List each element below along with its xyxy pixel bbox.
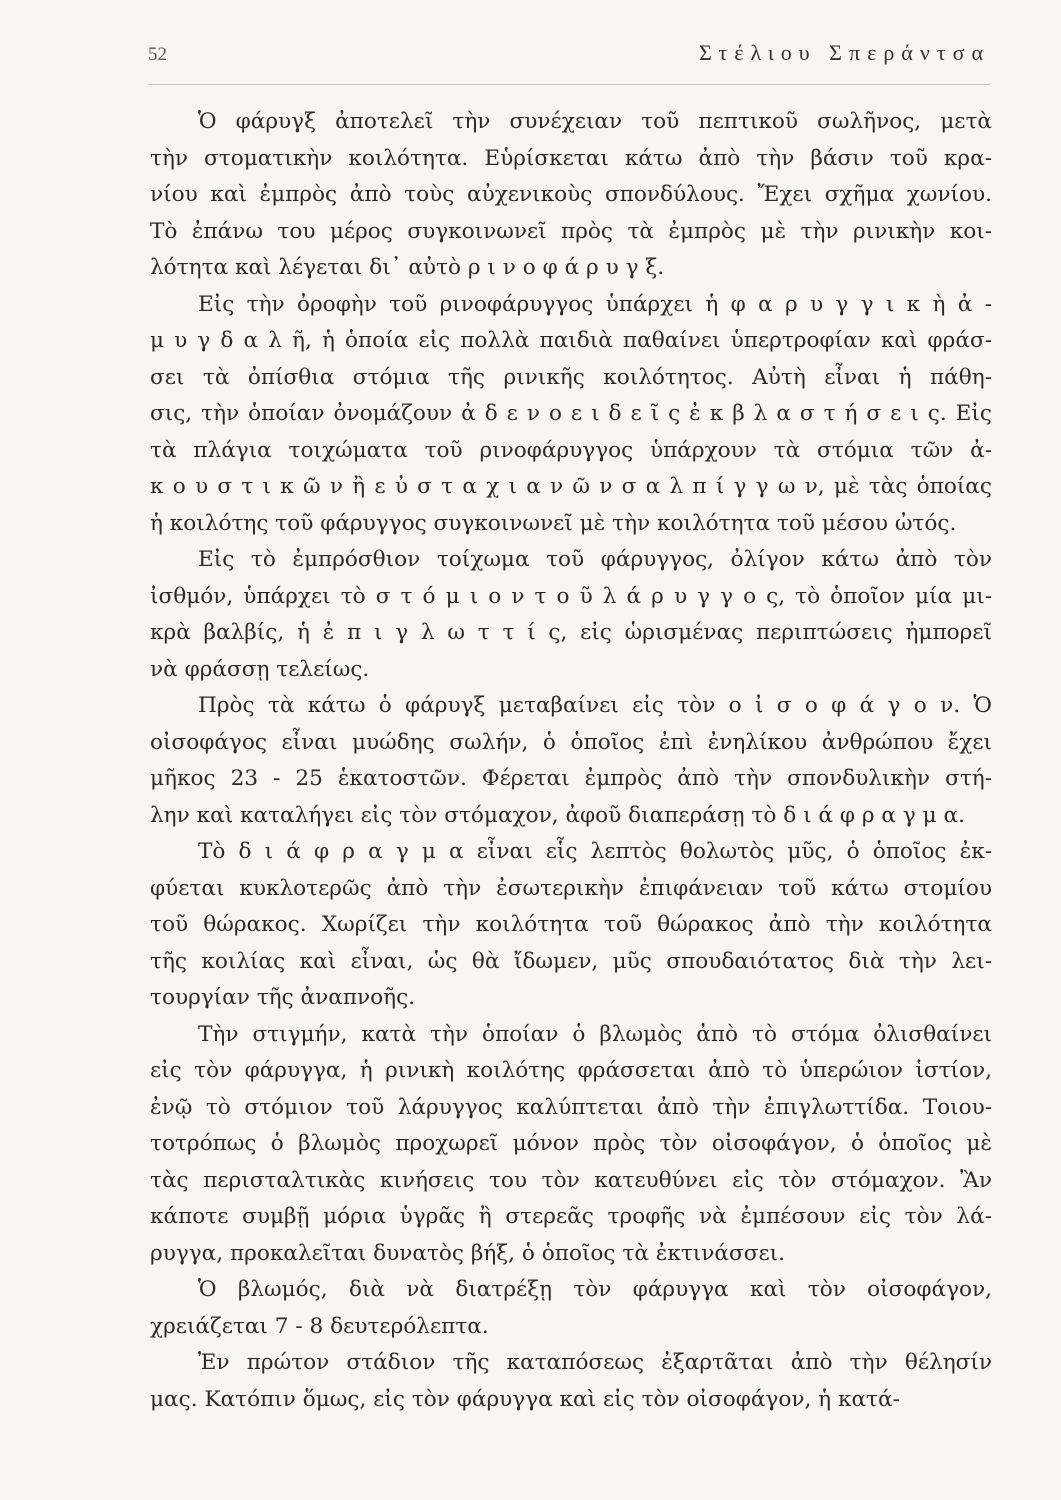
text-line: οἰσοφάγος εἶναι μυώδης σωλήν, ὁ ὁποῖος ἐπὶ ἐνηλίκου ἀνθρώπου ἔχει xyxy=(150,729,992,755)
page-header xyxy=(148,40,990,74)
text-line: Ὁ βλωμός, διὰ νὰ διατρέξῃ τὸν φάρυγγα καὶ τὸν οἰσοφάγον, xyxy=(198,1277,992,1302)
text-line: μῆκος 23 - 25 ἑκατοστῶν. Φέρεται ἐμπρὸς ἀπὸ τὴν σπονδυλικὴν στή- xyxy=(150,766,992,791)
text-line: νὰ φράσσῃ τελείως. xyxy=(150,656,370,682)
text-line: Τὴν στιγμήν, κατὰ τὴν ὁποίαν ὁ βλωμὸς ἀπὸ τὸ στόμα ὀλισθαίνει xyxy=(198,1021,992,1047)
text-line: νίου καὶ ἐμπρὸς ἀπὸ τοὺς αὐχενικοὺς σπονδύλους. Ἔχει σχῆμα χωνίου. xyxy=(150,182,992,207)
text-line: Ὁ φάρυγξ ἀποτελεῖ τὴν συνέχειαν τοῦ πεπτικοῦ σωλῆνος, μετὰ xyxy=(198,109,992,134)
text-line: μ υ γ δ α λ ῆ, ἡ ὁποία εἰς πολλὰ παιδιὰ παθαίνει ὑπερτροφίαν καὶ φράσ- xyxy=(150,328,992,353)
paragraph xyxy=(150,542,992,688)
text-line: τὰ πλάγια τοιχώματα τοῦ ρινοφάρυγγος ὑπάρχουν τὰ στόμια τῶν ἀ- xyxy=(150,437,992,463)
header-rule xyxy=(148,84,990,85)
text-line: κ ο υ σ τ ι κ ῶ ν ἢ ε ὐ σ τ α χ ι α ν ῶ ν σ α λ π ί γ γ ω ν, μὲ τὰς ὁποίας xyxy=(150,474,992,499)
text-line: σις, τὴν ὁποίαν ὀνομάζουν ἀ δ ε ν ο ε ι δ ε ῖ ς ἐ κ β λ α σ τ ή σ ε ι ς. Εἰς xyxy=(150,401,992,426)
text-line: ἐνῷ τὸ στόμιον τοῦ λάρυγγος καλύπτεται ἀπὸ τὴν ἐπιγλωττίδα. Τοιου- xyxy=(150,1094,992,1120)
text-line: κάποτε συμβῇ μόρια ὑγρᾶς ἢ στερεᾶς τροφῆς νὰ ἐμπέσουν εἰς τὸν λά- xyxy=(150,1204,992,1229)
paragraph xyxy=(150,834,992,1017)
paragraph xyxy=(150,1017,992,1273)
text-line: Τὸ ἐπάνω του μέρος συγκοινωνεῖ πρὸς τὰ ἐμπρὸς μὲ τὴν ρινικὴν κοι- xyxy=(150,218,992,244)
text-line: τῆς κοιλίας καὶ εἶναι, ὡς θὰ ἴδωμεν, μῦς σπουδαιότατος διὰ τὴν λει- xyxy=(150,948,992,974)
text-line: τουργίαν τῆς ἀναπνοῆς. xyxy=(150,985,416,1010)
paragraph xyxy=(150,1272,992,1345)
text-line: φύεται κυκλοτερῶς ἀπὸ τὴν ἐσωτερικὴν ἐπιφάνειαν τοῦ κάτω στομίου xyxy=(150,875,992,901)
text-line: κρὰ βαλβίς, ἡ ἐ π ι γ λ ω τ τ ί ς, εἰς ὡρισμένας περιπτώσεις ἠμπορεῖ xyxy=(150,620,992,645)
text-line: τοτρόπως ὁ βλωμὸς προχωρεῖ μόνον πρὸς τὸν οἰσοφάγον, ὁ ὁποῖος μὲ xyxy=(150,1131,992,1156)
text-line: τὰς περισταλτικὰς κινήσεις του τὸν κατευθύνει εἰς τὸν στόμαχον. Ἂν xyxy=(150,1167,992,1193)
text-line: Εἰς τὸ ἐμπρόσθιον τοίχωμα τοῦ φάρυγγος, ὀλίγον κάτω ἀπὸ τὸν xyxy=(198,547,992,572)
text-line: τὴν στοματικὴν κοιλότητα. Εὑρίσκεται κάτω ἀπὸ τὴν βάσιν τοῦ κρα- xyxy=(150,145,992,171)
body-text xyxy=(150,104,992,1418)
paragraph xyxy=(150,287,992,543)
text-line: Εἰς τὴν ὀροφὴν τοῦ ρινοφάρυγγος ὑπάρχει ἡ φ α ρ υ γ γ ι κ ὴ ἀ - xyxy=(198,291,992,317)
paragraph xyxy=(150,104,992,287)
running-head: Στέλιου Σπεράντσα xyxy=(698,40,990,65)
paragraph xyxy=(150,688,992,834)
text-line: λην καὶ καταλήγει εἰς τὸν στόμαχον, ἀφοῦ διαπεράσῃ τὸ δ ι ά φ ρ α γ μ α. xyxy=(150,802,965,828)
text-line: τοῦ θώρακος. Χωρίζει τὴν κοιλότητα τοῦ θώρακος ἀπὸ τὴν κοιλότητα xyxy=(150,912,992,937)
text-line: λότητα καὶ λέγεται δι᾽ αὐτὸ ρ ι ν ο φ ά ρ υ γ ξ. xyxy=(150,255,665,280)
text-line: Ἐν πρώτον στάδιον τῆς καταπόσεως ἐξαρτᾶται ἀπὸ τὴν θέλησίν xyxy=(198,1350,992,1375)
text-line: ρυγγα, προκαλεῖται δυνατὸς βήξ, ὁ ὁποῖος τὰ ἐκτινάσσει. xyxy=(150,1240,785,1266)
text-line: μας. Κατόπιν ὅμως, εἰς τὸν φάρυγγα καὶ εἰς τὸν οἰσοφάγον, ἡ κατά- xyxy=(150,1386,900,1412)
text-line: σει τὰ ὀπίσθια στόμια τῆς ρινικῆς κοιλότητος. Αὐτὴ εἶναι ἡ πάθη- xyxy=(150,364,992,390)
text-line: Τὸ δ ι ά φ ρ α γ μ α εἶναι εἷς λεπτὸς θολωτὸς μῦς, ὁ ὁποῖος ἐκ- xyxy=(198,839,992,864)
text-line: εἰς τὸν φάρυγγα, ἡ ρινικὴ κοιλότης φράσσεται ἀπὸ τὸ ὑπερώιον ἱστίον, xyxy=(150,1058,992,1083)
paragraph xyxy=(150,1345,992,1418)
text-line: χρειάζεται 7 - 8 δευτερόλεπτα. xyxy=(150,1313,489,1339)
text-line: ἡ κοιλότης τοῦ φάρυγγος συγκοινωνεῖ μὲ τὴν κοιλότητα τοῦ μέσου ὠτός. xyxy=(150,510,957,536)
text-line: ἰσθμόν, ὑπάρχει τὸ σ τ ό μ ι ο ν τ ο ῦ λ ά ρ υ γ γ ο ς, τὸ ὁποῖον μία μι- xyxy=(150,583,992,609)
text-line: Πρὸς τὰ κάτω ὁ φάρυγξ μεταβαίνει εἰς τὸν ο ἰ σ ο φ ά γ ο ν. Ὁ xyxy=(198,693,992,718)
page-number: 52 xyxy=(148,44,167,65)
